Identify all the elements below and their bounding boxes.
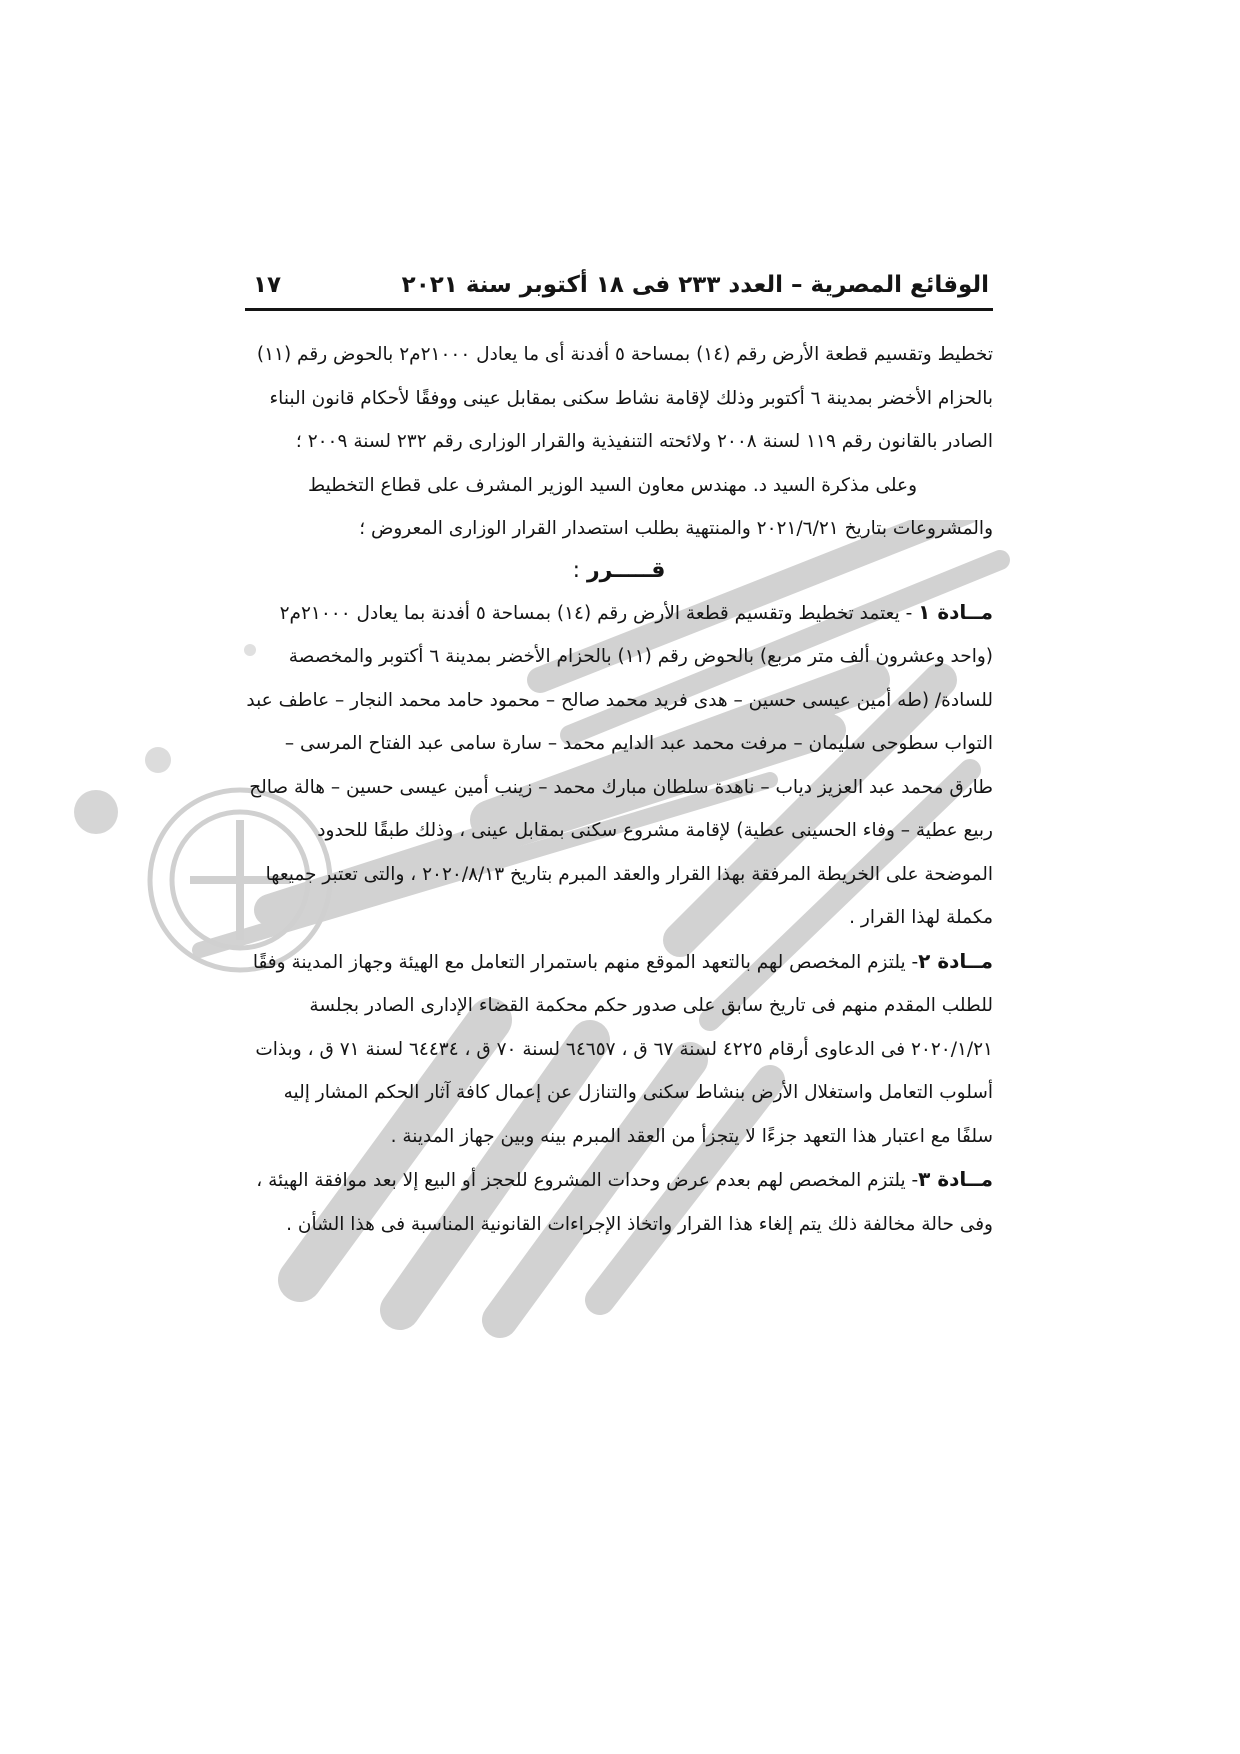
decision-label: قـــــرر bbox=[587, 557, 666, 583]
decision-heading bbox=[245, 551, 993, 591]
header-rule bbox=[245, 308, 993, 311]
document-body bbox=[245, 333, 993, 1246]
article-3-text: - يلتزم المخصص لهم بعدم عرض وحدات المشروع للحجز أو البيع إلا بعد موافقة الهيئة ، وفى حالة مخالفة ذلك يتم إلغاء هذا القرار واتخاذ الإجراءات القانونية المناسبة فى هذا الشأن . bbox=[256, 1170, 993, 1235]
paragraph-memo: وعلى مذكرة السيد د. مهندس معاون السيد الوزير المشرف على قطاع التخطيط والمشروعات بتاريخ ٢٠٢١/٦/٢١ والمنتهية بطلب استصدار القرار الوزارى المعروض ؛ bbox=[308, 474, 993, 539]
article-3 bbox=[245, 1158, 993, 1246]
gazette-title: الوقائع المصرية – العدد ٢٣٣ فى ١٨ أكتوبر سنة ٢٠٢١ bbox=[401, 272, 989, 298]
article-2 bbox=[245, 940, 993, 1159]
page-number: ١٧ bbox=[253, 272, 282, 298]
document-page bbox=[245, 272, 993, 1246]
paragraph-land-plan: تخطيط وتقسيم قطعة الأرض رقم (١٤) بمساحة ٥ أفدنة أى ما يعادل ٢١٠٠٠م٢ بالحوض رقم (١١) بالحزام الأخضر بمدينة ٦ أكتوبر وذلك لإقامة نشاط سكنى بمقابل عينى ووفقًا لأحكام قانون البناء الصادر بالقانون رقم ١١٩ لسنة ٢٠٠٨ ولائحته التنفيذية والقرار الوزارى رقم ٢٣٢ لسنة ٢٠٠٩ ؛ bbox=[256, 344, 993, 452]
page-header bbox=[245, 272, 993, 308]
article-2-label: مــادة ٢ bbox=[918, 948, 993, 973]
article-1 bbox=[245, 591, 993, 940]
article-1-label: مــادة ١ bbox=[918, 599, 993, 624]
decision-colon: : bbox=[572, 557, 588, 583]
article-1-text: - يعتمد تخطيط وتقسيم قطعة الأرض رقم (١٤) بمساحة ٥ أفدنة بما يعادل ٢١٠٠٠م٢ (واحد وعشرون ألف متر مربع) بالحوض رقم (١١) بالحزام الأخضر بمدينة ٦ أكتوبر والمخصصة للسادة/ (طه أمين عيسى حسين – هدى فريد محمد صالح – محمود حامد محمد النجار – عاطف عبد التواب سطوحى سليمان – مرفت محمد عبد الدايم محمد – سارة سامى عبد الفتاح المرسى – طارق محمد عبد العزيز دياب – ناهدة سلطان مبارك محمد – زينب أمين عيسى حسين – هالة صالح ربيع عطية – وفاء الحسينى عطية) لإقامة مشروع سكنى بمقابل عينى ، وذلك طبقًا للحدود الموضحة على الخريطة المرفقة بهذا القرار والعقد المبرم بتاريخ ٢٠٢٠/٨/١٣ ، والتى تعتبر جميعها مكملة لهذا القرار . bbox=[246, 602, 993, 928]
article-3-label: مــادة ٣ bbox=[918, 1167, 993, 1191]
article-2-text: - يلتزم المخصص لهم بالتعهد الموقع منهم باستمرار التعامل مع الهيئة وجهاز المدينة وفقًا للطلب المقدم منهم فى تاريخ سابق على صدور حكم محكمة القضاء الإدارى الصادر بجلسة ٢٠٢٠/١/٢١ فى الدعاوى أرقام ٤٢٢٥ لسنة ٦٧ ق ، ٦٤٦٥٧ لسنة ٧٠ ق ، ٦٤٤٣٤ لسنة ٧١ ق ، وبذات أسلوب التعامل واستغلال الأرض بنشاط سكنى والتنازل عن إعمال كافة آثار الحكم المشار إليه سلفًا مع اعتبار هذا التعهد جزءًا لا يتجزأ من العقد المبرم بينه وبين جهاز المدينة . bbox=[252, 951, 993, 1147]
